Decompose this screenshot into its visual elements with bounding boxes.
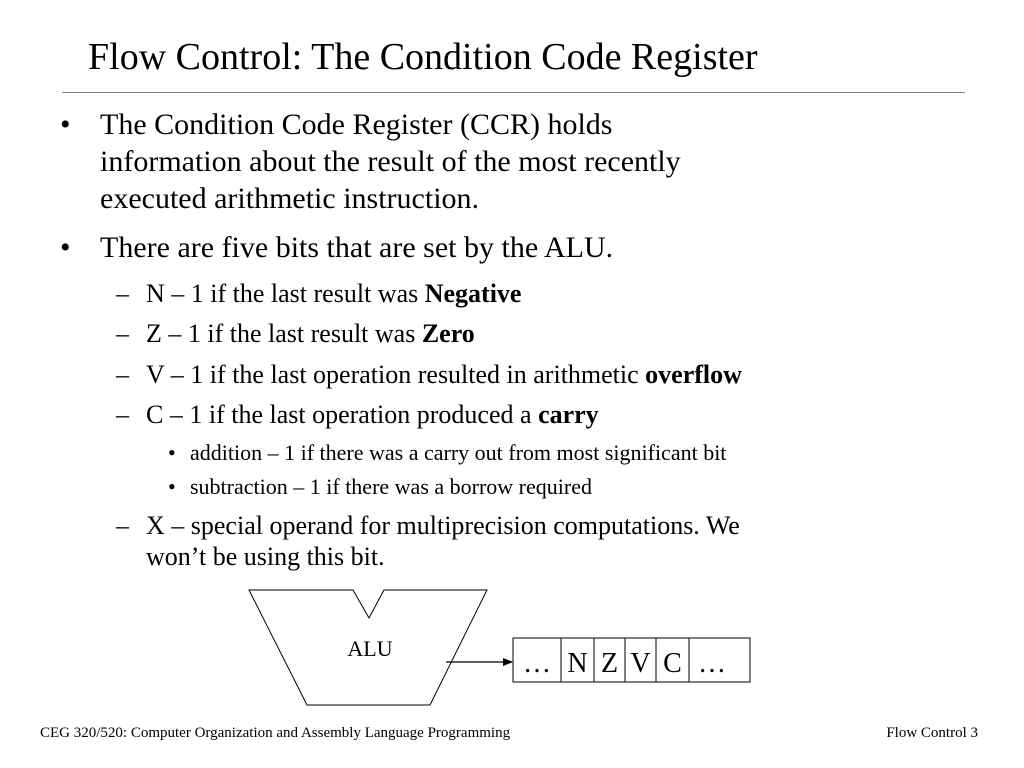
footer-page: Flow Control 3 [886, 725, 978, 741]
sub-bullet-bold: Zero [421, 319, 475, 348]
subsub-bullet-marker: • [168, 440, 176, 465]
slide-title: Flow Control: The Condition Code Register [88, 36, 758, 78]
register-cell-ellipsis-left: … [523, 648, 551, 679]
alu-label: ALU [347, 636, 393, 661]
sub-bullet-marker: – [116, 279, 129, 308]
sub-bullet-plain: N – 1 if the last result was [146, 279, 425, 308]
footer-course: CEG 320/520: Computer Organization and Assembly Language Programming [40, 725, 511, 741]
register-cell-ellipsis-right: … [698, 648, 726, 679]
sub-bullet-marker: – [116, 319, 129, 348]
sub-bullet-bold: overflow [645, 360, 742, 389]
sub-bullet-bold: Negative [424, 279, 522, 308]
register-cell-z: Z [600, 648, 619, 679]
sub-bullet-bold: carry [538, 400, 599, 429]
sub-bullet-marker: – [116, 400, 129, 429]
bullet-line-3: executed arithmetic instruction. [100, 182, 480, 215]
sub-bullet-plain: Z – 1 if the last result was [146, 319, 422, 348]
bullet-line-1: The Condition Code Register (CCR) holds [100, 108, 613, 141]
bullet-marker: • [60, 108, 71, 141]
register-cell-n: N [567, 648, 588, 679]
register-cell-c: C [663, 648, 682, 679]
sub-bullet-marker: – [116, 511, 129, 540]
register-cell-v: V [630, 648, 651, 679]
bullet-line-2: information about the result of the most recently [100, 145, 681, 178]
subsub-bullet-marker: • [168, 474, 176, 499]
condition-code-register [513, 638, 750, 682]
sub-bullet-marker: – [116, 360, 129, 389]
sub-bullet-plain: C – 1 if the last operation produced a [146, 400, 539, 429]
sub-bullet-line-1: X – special operand for multiprecision computations. We [146, 511, 740, 540]
bullet-marker: • [60, 231, 71, 264]
subsub-bullet-text: addition – 1 if there was a carry out from most significant bit [190, 440, 727, 465]
sub-bullet-plain: V – 1 if the last operation resulted in arithmetic [146, 360, 646, 389]
sub-bullet-line-2: won’t be using this bit. [146, 542, 385, 571]
bullet-text: There are five bits that are set by the ALU. [100, 231, 614, 264]
subsub-bullet-text: subtraction – 1 if there was a borrow required [190, 474, 592, 499]
